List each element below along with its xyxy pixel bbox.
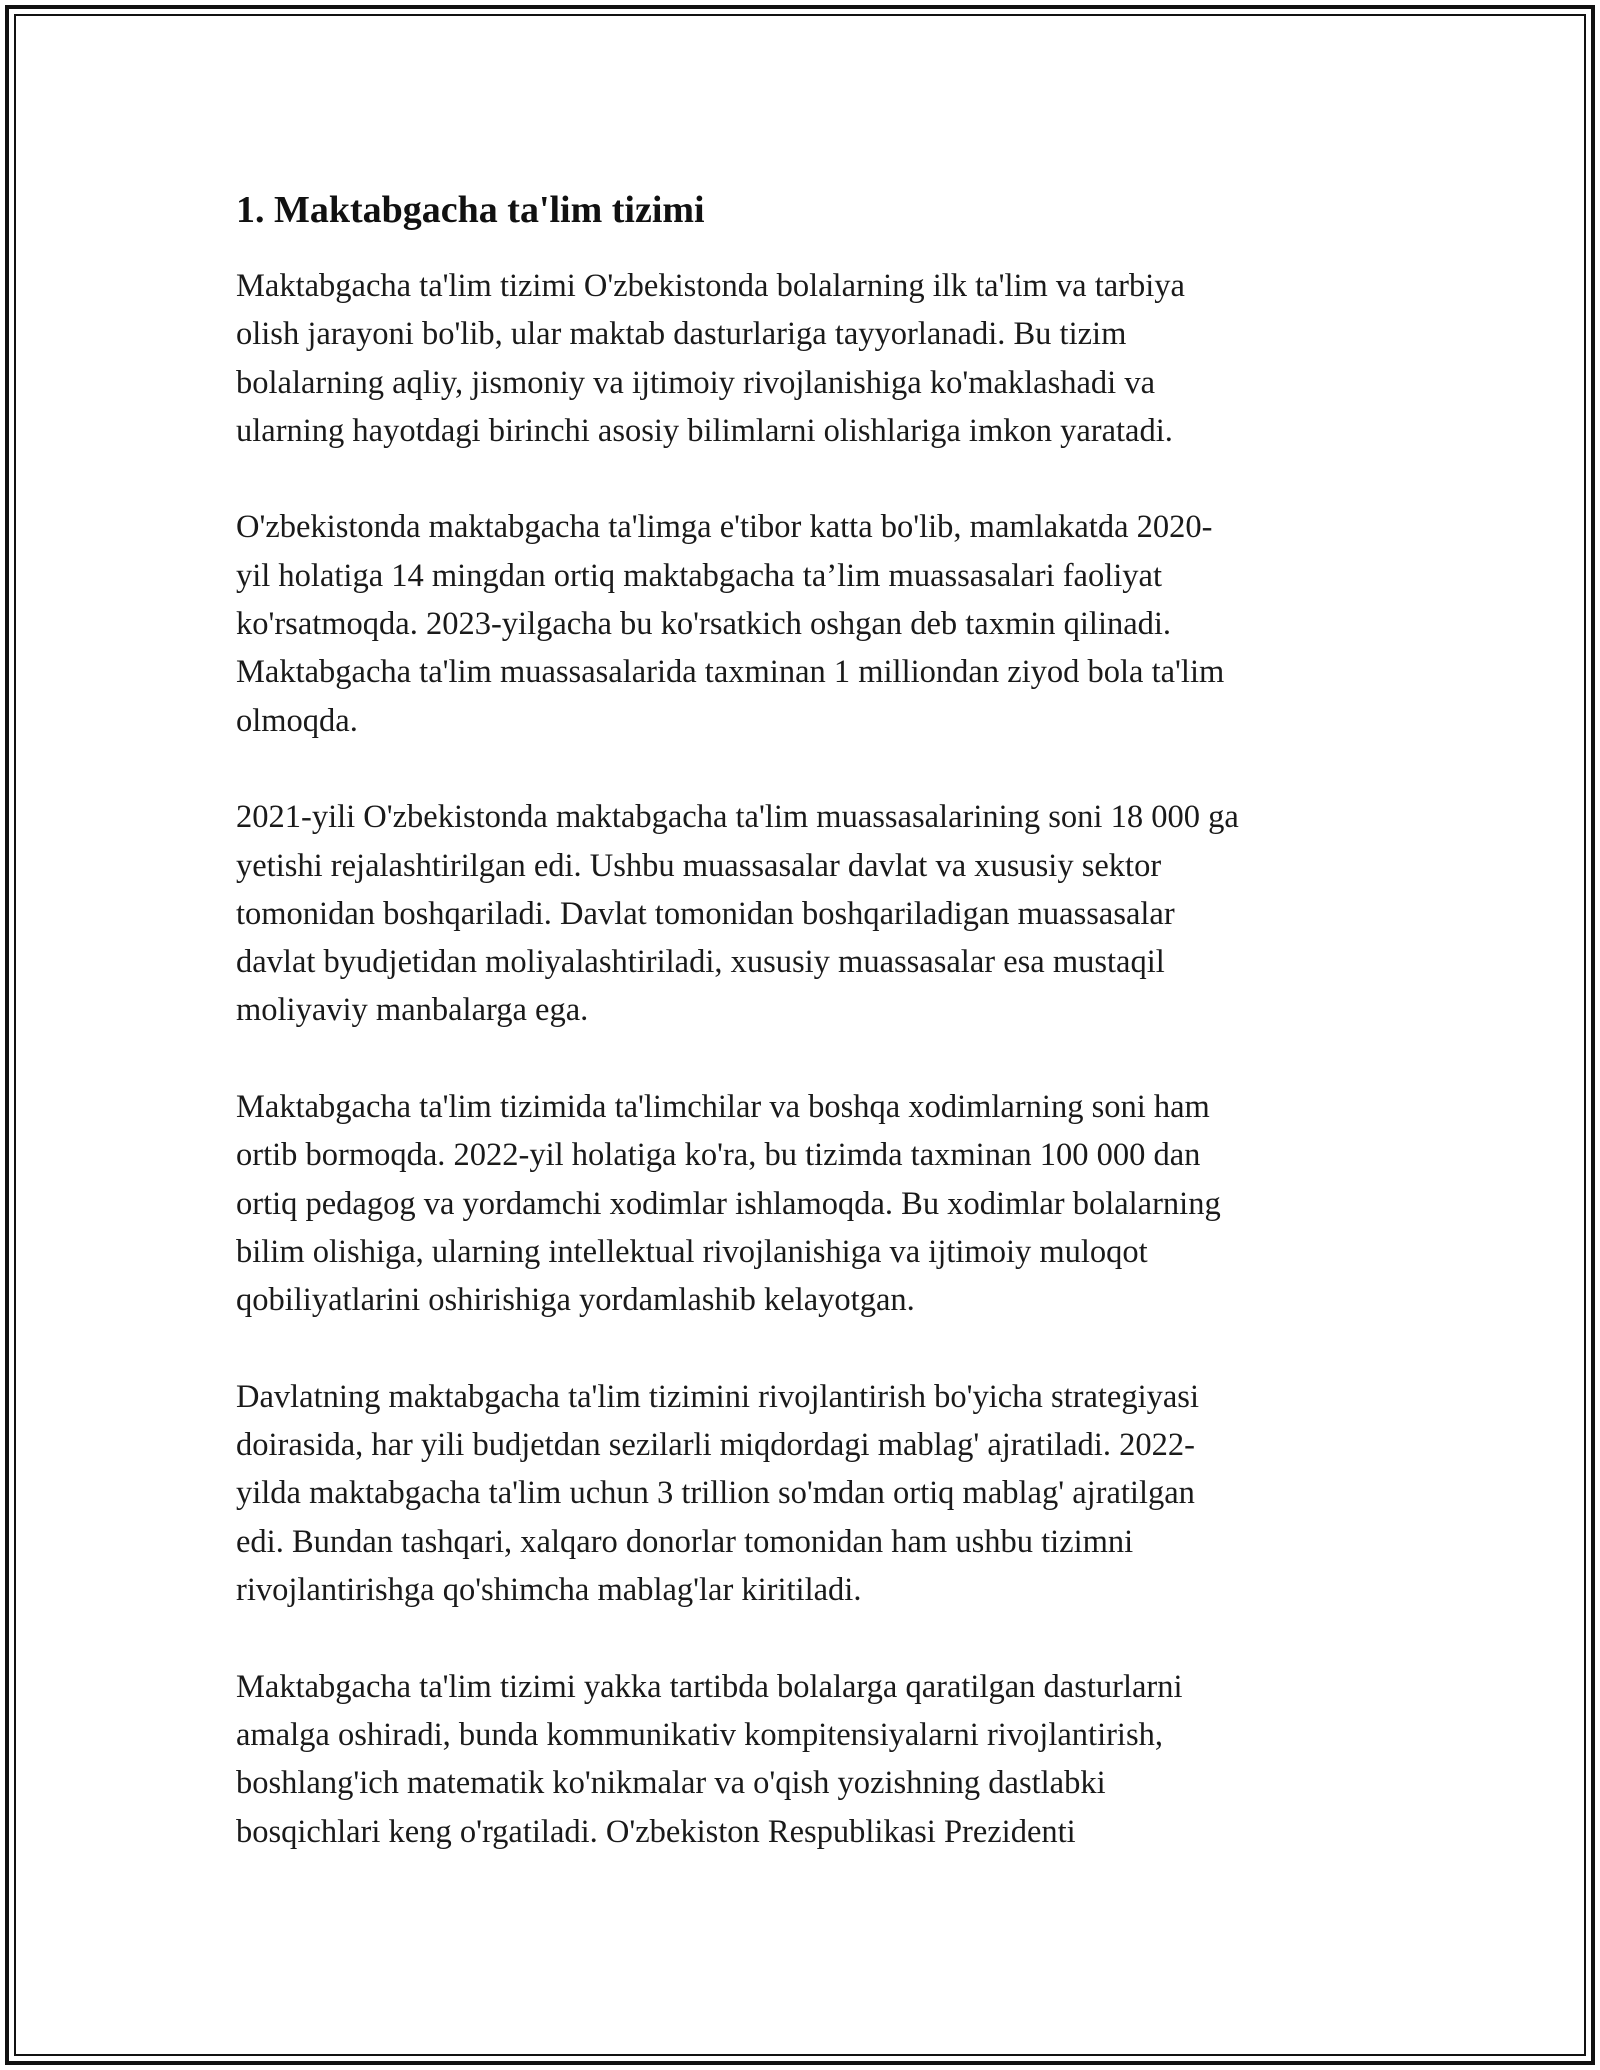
- paragraph-4: Maktabgacha ta'lim tizimida ta'limchilar va boshqa xodimlarning soni ham ortib bormoqda. 2022-yil holatiga ko'ra, bu tizimda taxminan 100 000 dan ortiq pedagog va yordamchi xodimlar ishlamoqda. Bu xodimlar bolalarning bilim olishiga, ularning intellektual rivojlanishiga va ijtimoiy muloqot qobiliyatlarini oshirishiga yordamlashib kelayotgan.: [236, 1089, 1221, 1319]
- document-body: [236, 186, 1396, 1904]
- paragraph-2: O'zbekistonda maktabgacha ta'limga e'tibor katta bo'lib, mamlakatda 2020- yil holatiga 14 mingdan ortiq maktabgacha ta’lim muassasalari faoliyat ko'rsatmoqda. 2023-yilgacha bu ko'rsatkich oshgan deb taxmin qilinadi. Maktabgacha ta'lim muassasalarida taxminan 1 milliondan ziyod bola ta'lim olmoqda.: [236, 509, 1225, 739]
- section-heading: 1. Maktabgacha ta'lim tizimi: [236, 189, 705, 231]
- paragraph-5: Davlatning maktabgacha ta'lim tizimini rivojlantirish bo'yicha strategiyasi doirasida, har yili budjetdan sezilarli miqdordagi mablag' ajratiladi. 2022- yilda maktabgacha ta'lim uchun 3 trillion so'mdan ortiq mablag' ajratilgan edi. Bundan tashqari, xalqaro donorlar tomonidan ham ushbu tizimni rivojlantirishga qo'shimcha mablag'lar kiritiladi.: [236, 1378, 1199, 1609]
- paragraph-1: Maktabgacha ta'lim tizimi O'zbekistonda bolalarning ilk ta'lim va tarbiya olish jarayoni bo'lib, ular maktab dasturlariga tayyorlanadi. Bu tizim bolalarning aqliy, jismoniy va ijtimoiy rivojlanishiga ko'maklashadi va ularning hayotdagi birinchi asosiy bilimlarni olishlariga imkon yaratadi.: [236, 268, 1185, 449]
- paragraph-3: 2021-yili O'zbekistonda maktabgacha ta'lim muassasalarining soni 18 000 ga yetishi rejalashtirilgan edi. Ushbu muassasalar davlat va xususiy sektor tomonidan boshqariladi. Davlat tomonidan boshqariladigan muassasalar davlat byudjetidan moliyalashtiriladi, xususiy muassasalar esa mustaqil moliyaviy manbalarga ega.: [236, 799, 1239, 1029]
- paragraph-6: Maktabgacha ta'lim tizimi yakka tartibda bolalarga qaratilgan dasturlarni amalga oshiradi, bunda kommunikativ kompitensiyalarni rivojlantirish, boshlang'ich matematik ko'nikmalar va o'qish yozishning dastlabki bosqichlari keng o'rgatiladi. O'zbekiston Respublikasi Prezidenti: [236, 1668, 1183, 1850]
